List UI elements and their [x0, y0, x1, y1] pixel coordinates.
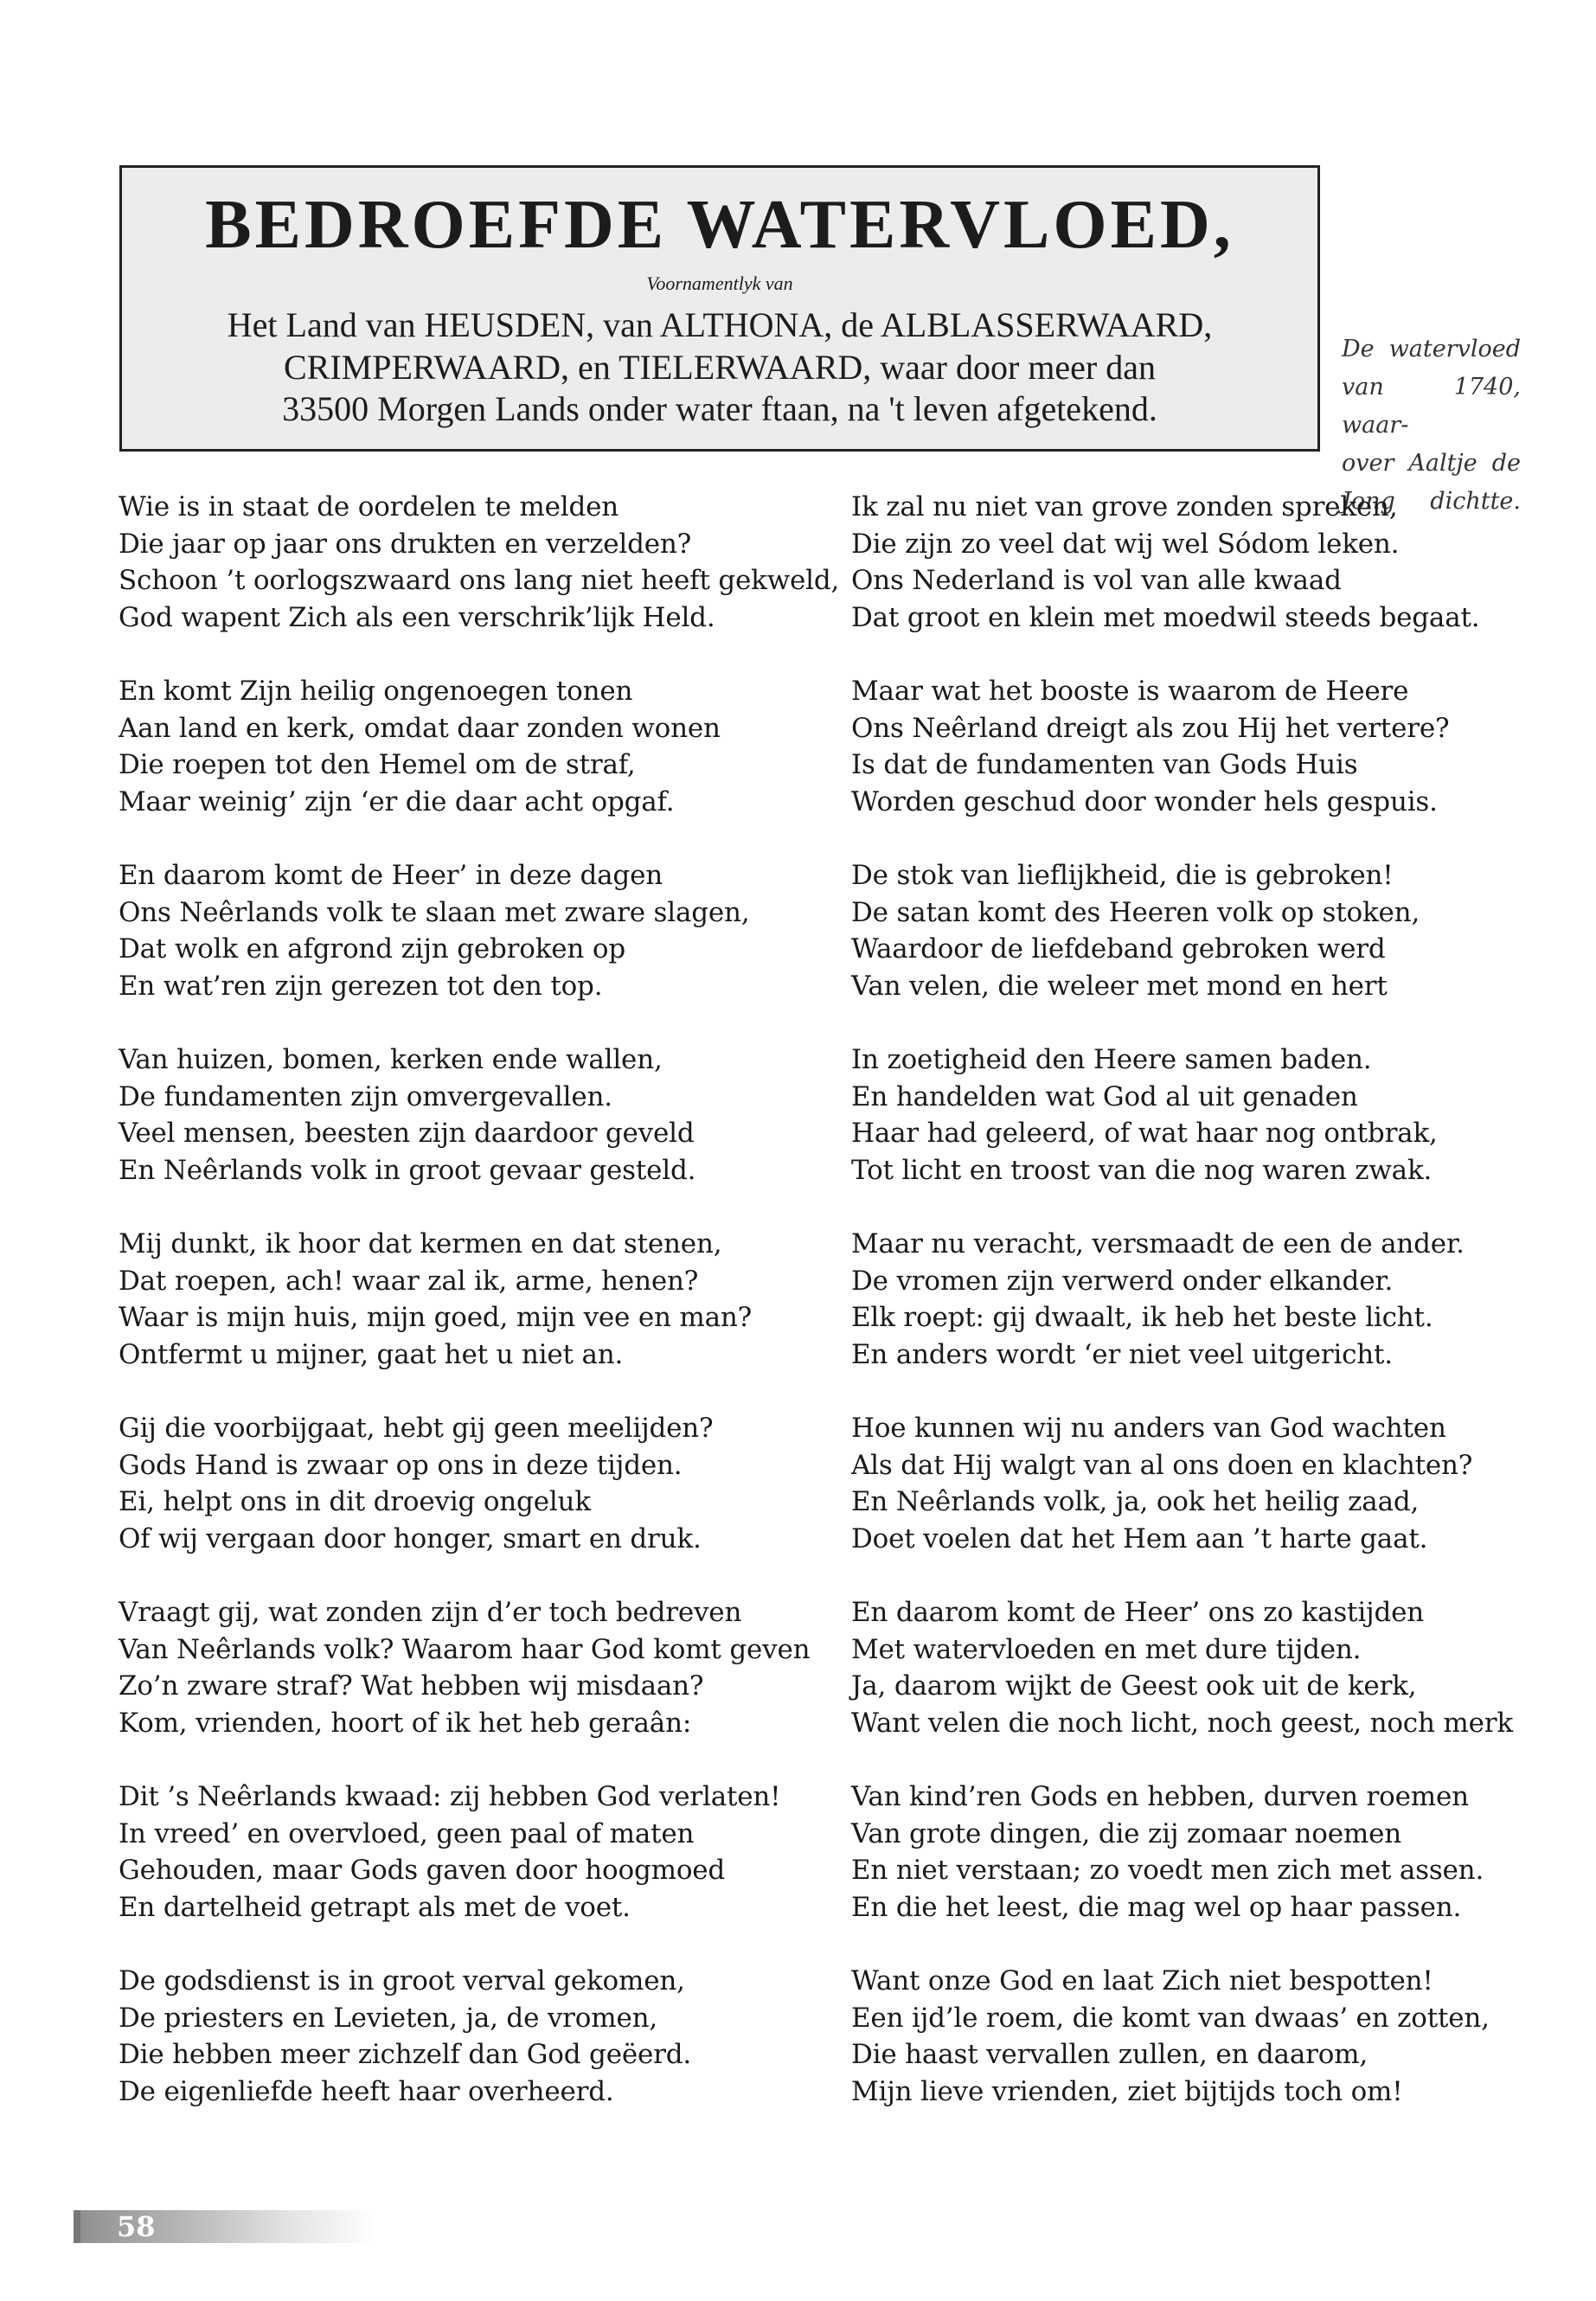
poem-stanza	[851, 1594, 1543, 1741]
poem-stanza	[119, 489, 840, 636]
poem-line: Gods Hand is zwaar op ons in deze tijden.	[119, 1449, 683, 1481]
poem-line: Ons Nederland is vol van alle kwaad	[851, 565, 1342, 596]
poem-line: En daarom komt de Heer’ in deze dagen	[119, 860, 663, 891]
poem-line: Die zijn zo veel dat wij wel Sódom leken.	[851, 528, 1400, 560]
poem-line: Waardoor de liefdeband gebroken werd	[851, 933, 1386, 965]
caption-line: Jong dichtte.	[1342, 488, 1521, 515]
poem-line: Want onze God en laat Zich niet bespotten!	[851, 1965, 1433, 1997]
poem-line: En Neêrlands volk, ja, ook het heilig zaad,	[851, 1486, 1420, 1517]
poem-line: Maar wat het booste is waarom de Heere	[851, 676, 1409, 707]
poem-stanza	[851, 1963, 1543, 2110]
poem-line: En dartelheid getrapt als met de voet.	[119, 1891, 631, 1923]
poem-line: Ons Neêrlands volk te slaan met zware slagen,	[119, 896, 750, 928]
poem-line: Ons Neêrland dreigt als zou Hij het vertere?	[851, 712, 1450, 744]
poem-line: Of wij vergaan door honger, smart en druk.	[119, 1522, 702, 1554]
poem-line: Van velen, die weleer met mond en hert	[851, 970, 1388, 1002]
page-number-mark	[74, 2210, 80, 2243]
poem-line: En daarom komt de Heer’ ons zo kastijden	[851, 1597, 1424, 1628]
poem-stanza	[119, 1410, 811, 1557]
poem-line: Dit ’s Neêrlands kwaad: zij hebben God verlaten!	[119, 1781, 781, 1812]
poem-stanza	[119, 1226, 811, 1373]
poem-line: Wie is in staat de oordelen te melden	[119, 491, 619, 522]
page-number: 58	[117, 2210, 156, 2243]
facsimile-subtitle: Voornamentlyk van	[646, 272, 793, 294]
poem-line: Die haast vervallen zullen, en daarom,	[851, 2039, 1368, 2070]
poem-line: Van Neêrlands volk? Waarom haar God komt geven	[119, 1633, 811, 1665]
poem-line: En die het leest, die mag wel op haar passen.	[851, 1891, 1462, 1923]
poem-line: Zo’n zware straf? Wat hebben wij misdaan?	[119, 1670, 704, 1702]
poem-line: Die roepen tot den Hemel om de straf,	[119, 749, 636, 780]
poem-line: Kom, vrienden, hoort of ik het heb geraân:	[119, 1707, 692, 1739]
poem-line: Ja, daarom wijkt de Geest ook uit de kerk,	[851, 1670, 1417, 1702]
poem-line: Die jaar op jaar ons drukten en verzelden?	[119, 528, 692, 560]
poem-stanza	[851, 1779, 1543, 1926]
poem-stanza	[851, 857, 1543, 1004]
poem-line: Maar weinig’ zijn ‘er die daar acht opgaf.	[119, 785, 675, 817]
poem-column-right	[851, 489, 1543, 2147]
poem-stanza	[851, 1226, 1543, 1373]
poem-line: De godsdienst is in groot verval gekomen,	[119, 1965, 685, 1997]
poem-line: Van grote dingen, die zij zomaar noemen	[851, 1817, 1401, 1849]
poem-line: Worden geschud door wonder hels gespuis.	[851, 785, 1438, 817]
poem-line: Mijn lieve vrienden, ziet bijtijds toch om!	[851, 2075, 1403, 2107]
poem-line: Die hebben meer zichzelf dan God geëerd.	[119, 2039, 692, 2070]
facsimile-line: Het Land van HEUSDEN, van ALTHONA, de ALBLASSERWAARD,	[227, 305, 1213, 344]
facsimile-line: CRIMPERWAARD, en TIELERWAARD, waar door meer dan	[283, 348, 1156, 387]
poem-line: Elk roept: gij dwaalt, ik heb het beste licht.	[851, 1302, 1433, 1333]
poem-line: Ontfermt u mijner, gaat het u niet an.	[119, 1338, 624, 1370]
poem-line: Vraagt gij, wat zonden zijn d’er toch bedreven	[119, 1597, 742, 1628]
poem-line: Hoe kunnen wij nu anders van God wachten	[851, 1413, 1446, 1444]
poem-line: Schoon ’t oorlogszwaard ons lang niet heeft gekweld,	[119, 565, 840, 596]
poem-line: En niet verstaan; zo voedt men zich met assen.	[851, 1855, 1484, 1886]
caption-line: over Aaltje de	[1342, 450, 1521, 477]
poem-line: In zoetigheid den Heere samen baden.	[851, 1044, 1372, 1075]
poem-line: En wat’ren zijn gerezen tot den top.	[119, 970, 603, 1002]
poem-line: Van huizen, bomen, kerken ende wallen,	[119, 1044, 663, 1075]
poem-stanza	[119, 857, 811, 1004]
facsimile-title-print	[119, 165, 1320, 452]
poem-line: Van kind’ren Gods en hebben, durven roemen	[851, 1781, 1469, 1812]
poem-line: En handelden wat God al uit genaden	[851, 1080, 1358, 1112]
poem-line: Doet voelen dat het Hem aan ’t harte gaat.	[851, 1522, 1428, 1554]
facsimile-line: 33500 Morgen Lands onder water ftaan, na 't leven afgetekend.	[282, 389, 1157, 428]
poem-line: Gehouden, maar Gods gaven door hoogmoed	[119, 1855, 726, 1886]
poem-line: De fundamenten zijn omvergevallen.	[119, 1080, 612, 1112]
poem-stanza	[851, 1042, 1543, 1189]
poem-line: En anders wordt ‘er niet veel uitgericht.	[851, 1338, 1393, 1370]
poem-line: Ei, helpt ons in dit droevig ongeluk	[119, 1486, 591, 1517]
poem-line: Is dat de fundamenten van Gods Huis	[851, 749, 1358, 780]
poem-line: De vromen zijn verwerd onder elkander.	[851, 1265, 1394, 1297]
poem-line: Aan land en kerk, omdat daar zonden wonen	[119, 712, 721, 744]
poem-line: Gij die voorbijgaat, hebt gij geen meelijden?	[119, 1413, 714, 1444]
caption-line: van 1740, waar-	[1342, 374, 1521, 439]
poem-line: En komt Zijn heilig ongenoegen tonen	[119, 676, 633, 707]
poem-stanza	[119, 1963, 811, 2110]
poem-line: Ik zal nu niet van grove zonden spreken,	[851, 491, 1398, 522]
poem-stanza	[851, 673, 1543, 820]
poem-line: De eigenliefde heeft haar overheerd.	[119, 2075, 614, 2107]
poem-line: In vreed’ en overvloed, geen paal of maten	[119, 1817, 695, 1849]
poem-line: God wapent Zich als een verschrik’lijk Held.	[119, 601, 715, 633]
poem-stanza	[119, 1042, 811, 1189]
poem-line: De stok van lieflijkheid, die is gebroken!	[851, 860, 1394, 891]
poem-line: Met watervloeden en met dure tijden.	[851, 1633, 1362, 1665]
poem-line: De satan komt des Heeren volk op stoken,	[851, 896, 1420, 928]
poem-stanza	[119, 673, 811, 820]
poem-stanza	[119, 1779, 811, 1926]
poem-line: Maar nu veracht, versmaadt de een de ander.	[851, 1228, 1465, 1259]
poem-line: Waar is mijn huis, mijn goed, mijn vee en man?	[119, 1302, 753, 1333]
poem-line: Mij dunkt, ik hoor dat kermen en dat stenen,	[119, 1228, 722, 1259]
poem-line: De priesters en Levieten, ja, de vromen,	[119, 2002, 658, 2034]
poem-line: En Neêrlands volk in groot gevaar gesteld.	[119, 1154, 696, 1186]
poem-line: Veel mensen, beesten zijn daardoor geveld	[119, 1118, 695, 1149]
poem-stanza	[851, 489, 1543, 636]
poem-line: Dat groot en klein met moedwil steeds begaat.	[851, 601, 1480, 633]
poem-line: Een ijd’le roem, die komt van dwaas’ en zotten,	[851, 2002, 1490, 2034]
poem-line: Dat roepen, ach! waar zal ik, arme, henen?	[119, 1265, 699, 1297]
poem-line: Tot licht en troost van die nog waren zwak.	[851, 1154, 1433, 1186]
poem-stanza	[119, 1594, 811, 1741]
poem-column-left	[119, 489, 840, 2147]
poem-line: Haar had geleerd, of wat haar nog ontbrak,	[851, 1118, 1438, 1149]
poem-stanza	[851, 1410, 1543, 1557]
facsimile-title: BEDROEFDE WATERVLOED,	[205, 187, 1234, 263]
poem-line: Want velen die noch licht, noch geest, noch merk	[851, 1707, 1513, 1739]
poem-line: Als dat Hij walgt van al ons doen en klachten?	[851, 1449, 1473, 1481]
poem-line: Dat wolk en afgrond zijn gebroken op	[119, 933, 625, 965]
caption-line: De watervloed	[1342, 336, 1521, 362]
